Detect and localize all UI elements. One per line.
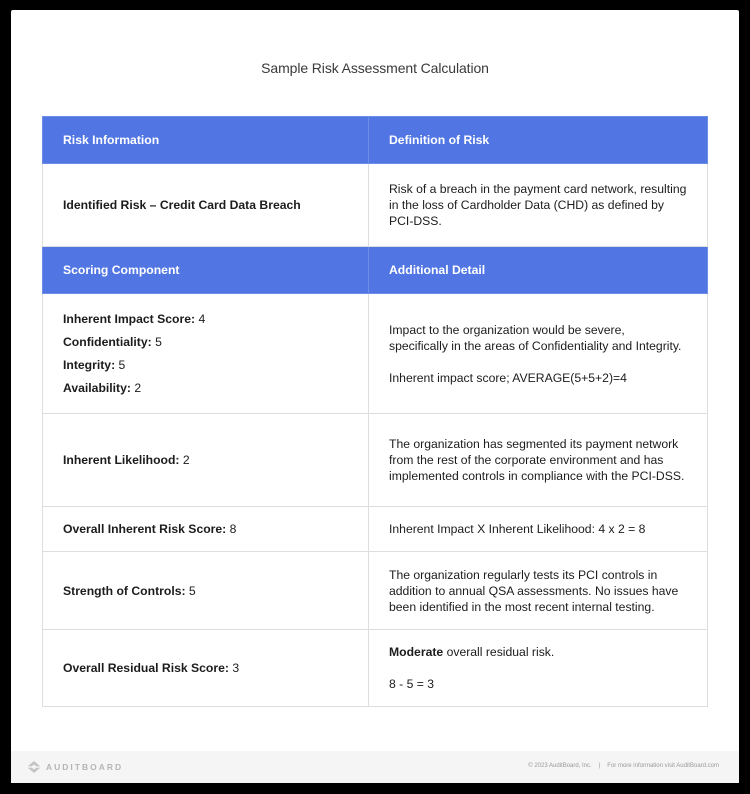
table-row xyxy=(43,294,708,414)
document-card xyxy=(11,10,739,783)
table-row xyxy=(43,552,708,630)
page-title: Sample Risk Assessment Calculation xyxy=(261,60,489,76)
table-row xyxy=(43,507,708,552)
table-header-scoring xyxy=(43,247,708,294)
risk-definition: Risk of a breach in the payment card network, resulting in the loss of Cardholder Data (CHD) as defined by PCI-DSS. xyxy=(369,164,708,247)
likelihood-score: Inherent Likelihood: 2 xyxy=(43,414,369,507)
auditboard-logo: AUDITBOARD xyxy=(27,761,123,773)
likelihood-detail: The organization has segmented its payment network from the rest of the corporate environment and has implemented controls in compliance with the PCI-DSS. xyxy=(369,414,708,507)
footer xyxy=(11,751,739,783)
score-item: Confidentiality: 5 xyxy=(63,335,162,349)
score-item: Integrity: 5 xyxy=(63,358,126,372)
inherent-risk-detail: Inherent Impact X Inherent Likelihood: 4 x 2 = 8 xyxy=(369,507,708,552)
risk-assessment-table xyxy=(42,116,708,707)
residual-risk-detail: Moderate overall residual risk. 8 - 5 = 3 xyxy=(369,630,708,707)
inherent-risk-score: Overall Inherent Risk Score: 8 xyxy=(43,507,369,552)
score-item: Availability: 2 xyxy=(63,381,142,395)
controls-detail: The organization regularly tests its PCI controls in addition to annual QSA assessments. No issues have been identified in the most recent internal testing. xyxy=(369,552,708,630)
auditboard-logo-icon xyxy=(27,761,41,773)
column-header: Definition of Risk xyxy=(369,117,708,164)
column-header: Additional Detail xyxy=(369,247,708,294)
column-header: Scoring Component xyxy=(43,247,369,294)
controls-strength-score: Strength of Controls: 5 xyxy=(43,552,369,630)
table-row xyxy=(43,414,708,507)
table-row xyxy=(43,630,708,707)
column-header: Risk Information xyxy=(43,117,369,164)
footer-info: © 2023 AuditBoard, Inc. | For more information visit AuditBoard.com xyxy=(528,763,719,769)
footer-link[interactable]: For more information visit AuditBoard.com xyxy=(607,763,719,769)
table-row xyxy=(43,164,708,247)
impact-detail: Impact to the organization would be severe, specifically in the areas of Confidentiality and Integrity. Inherent impact score; AVERAGE(5+5+2)=4 xyxy=(369,294,708,414)
score-item: Inherent Impact Score: 4 xyxy=(63,312,206,326)
residual-risk-score: Overall Residual Risk Score: 3 xyxy=(43,630,369,707)
identified-risk-label: Identified Risk – Credit Card Data Breach xyxy=(43,164,369,247)
table-header-risk xyxy=(43,117,708,164)
impact-scores xyxy=(43,294,369,414)
